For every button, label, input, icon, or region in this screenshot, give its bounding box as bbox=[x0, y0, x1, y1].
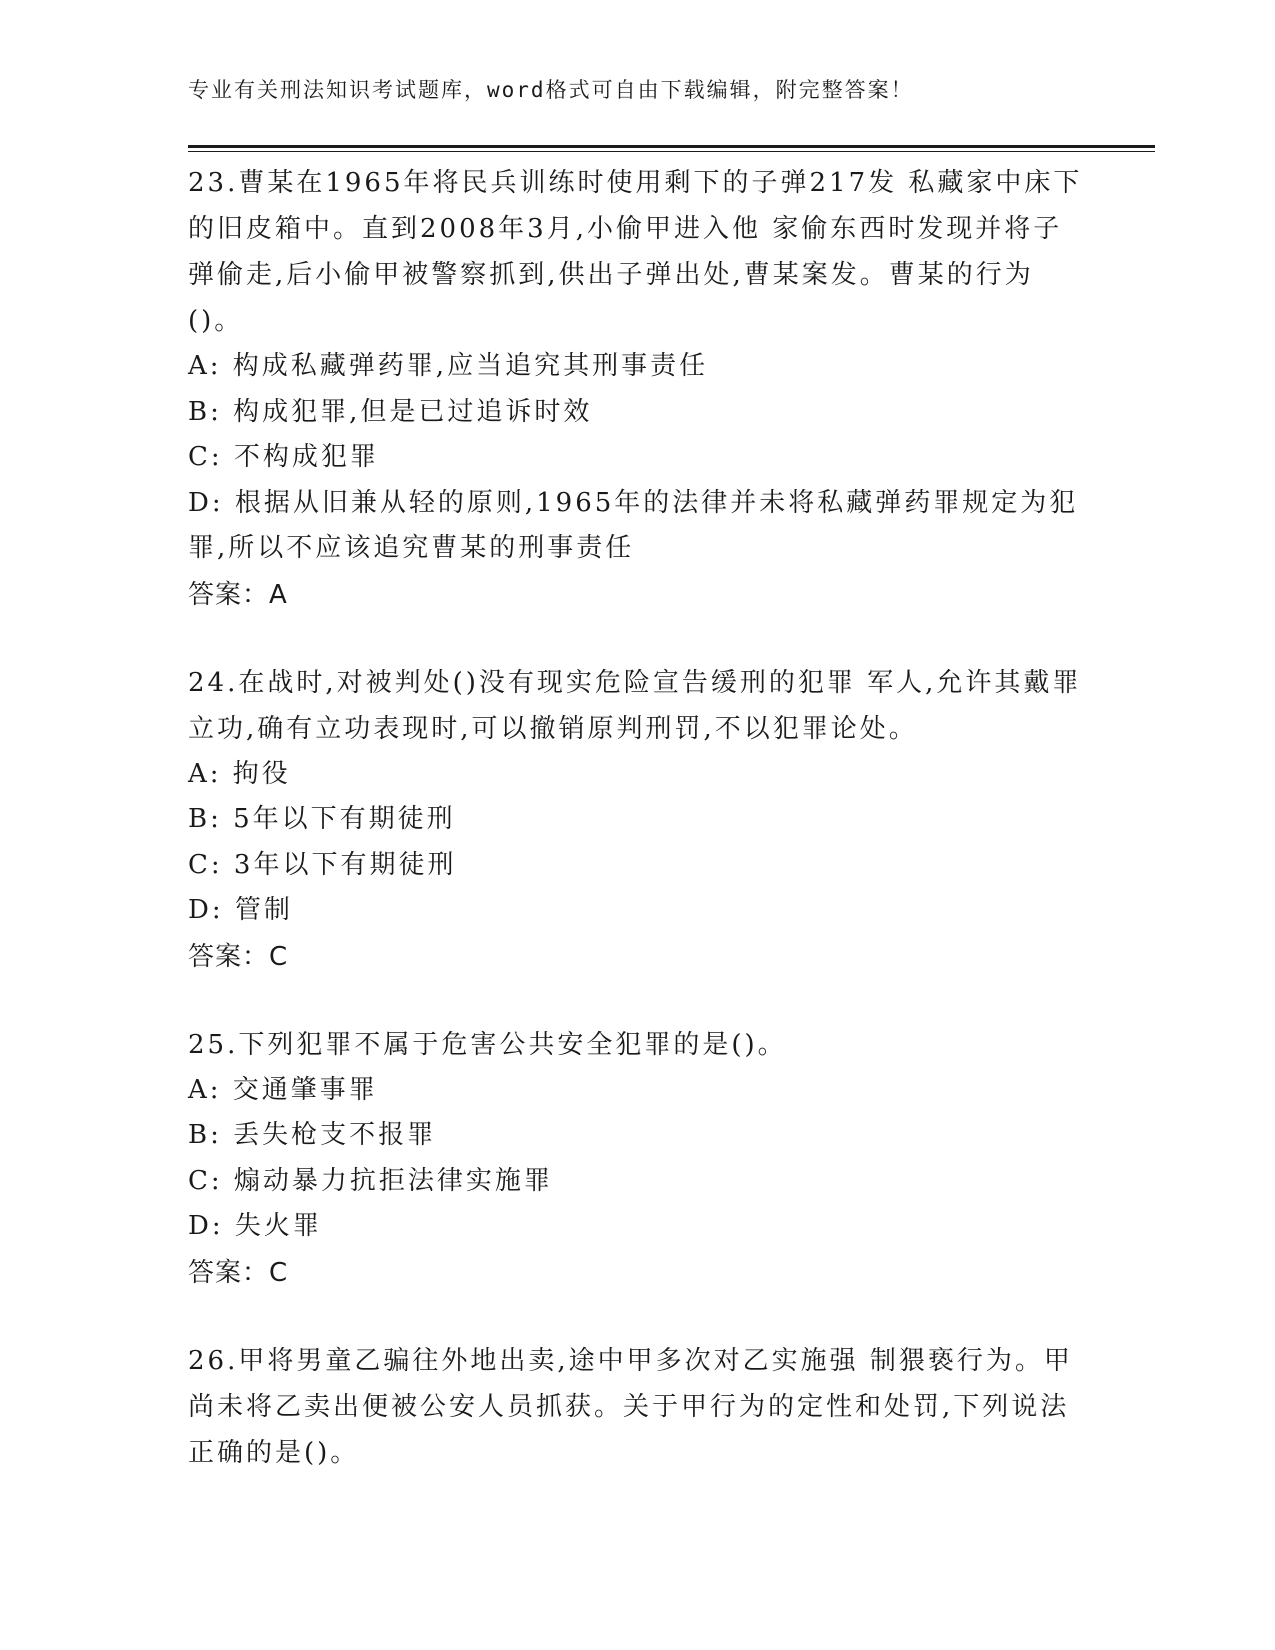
question-23 bbox=[188, 160, 1088, 618]
option-b: B: 丢失枪支不报罪 bbox=[188, 1120, 437, 1150]
answer-label: 答案：A bbox=[188, 579, 288, 610]
option-c: C: 3年以下有期徒刑 bbox=[188, 849, 457, 880]
question-stem: 25.下列犯罪不属于危害公共安全犯罪的是()。 bbox=[188, 1029, 787, 1060]
question-stem: 26.甲将男童乙骗往外地出卖,途中甲多次对乙实施强 制猥亵行为。甲尚未将乙卖出便被公安人员抓获。关于甲行为的定性和处罚,下列说法正确的是()。 bbox=[188, 1345, 1073, 1468]
option-d: D: 失火罪 bbox=[188, 1211, 322, 1241]
option-c: C: 煽动暴力抗拒法律实施罪 bbox=[188, 1165, 553, 1196]
option-b: B: 构成犯罪,但是已过追诉时效 bbox=[188, 396, 593, 427]
option-c: C: 不构成犯罪 bbox=[188, 442, 379, 472]
option-a: A: 构成私藏弹药罪,应当追究其刑事责任 bbox=[188, 351, 709, 381]
header-rule-thick bbox=[188, 145, 1155, 148]
option-d: D: 根据从旧兼从轻的原则,1965年的法律并未将私藏弹药罪规定为犯罪,所以不应该追究曹某的刑事责任 bbox=[188, 487, 1079, 563]
question-stem: 24.在战时,对被判处()没有现实危险宣告缓刑的犯罪 军人,允许其戴罪立功,确有立功表现时,可以撤销原判刑罚,不以犯罪论处。 bbox=[188, 667, 1082, 744]
option-a: A: 交通肇事罪 bbox=[188, 1074, 378, 1105]
page-header: 专业有关刑法知识考试题库，word格式可自由下载编辑，附完整答案！ bbox=[188, 78, 914, 102]
question-list bbox=[188, 160, 1088, 1518]
answer-label: 答案：C bbox=[188, 941, 289, 972]
question-24 bbox=[188, 660, 1088, 980]
question-26 bbox=[188, 1338, 1088, 1476]
header-rule-thin bbox=[188, 151, 1155, 152]
question-stem: 23.曹某在1965年将民兵训练时使用剩下的子弹217发 私藏家中床下的旧皮箱中。直到2008年3月,小偷甲进入他 家偷东西时发现并将子弹偷走,后小偷甲被警察抓到,供出子弹出处,曹某案发。曹某的行为()。 bbox=[188, 168, 1083, 336]
option-a: A: 拘役 bbox=[188, 758, 291, 789]
question-25 bbox=[188, 1022, 1088, 1296]
option-d: D: 管制 bbox=[188, 895, 293, 925]
answer-label: 答案：C bbox=[188, 1257, 289, 1288]
option-b: B: 5年以下有期徒刑 bbox=[188, 804, 456, 834]
